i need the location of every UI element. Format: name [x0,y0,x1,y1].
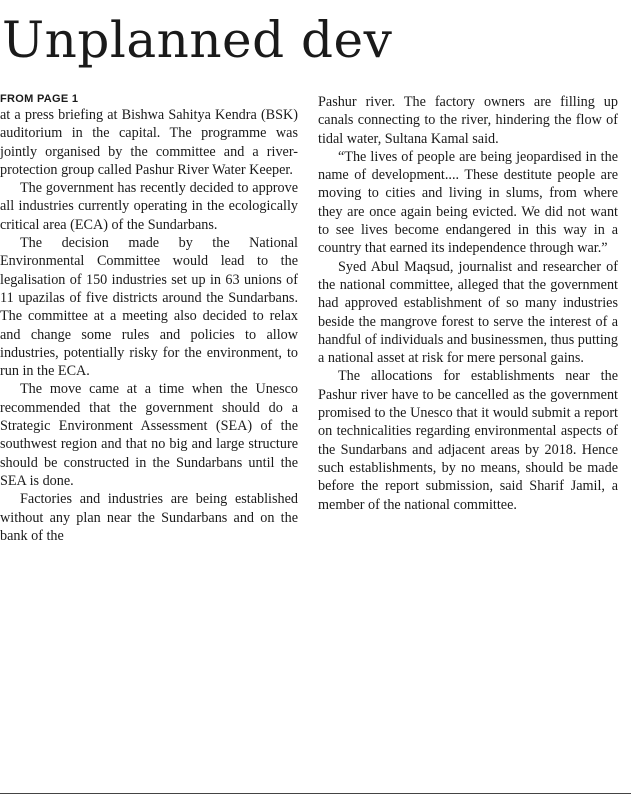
from-page-kicker: FROM PAGE 1 [0,93,79,105]
paragraph: at a press briefing at Bishwa Sahitya Kendra (BSK) auditorium in the capital. The programme was jointly organised by the committee and a river-protection group called Pashur River Water Keeper. [0,107,298,178]
paragraph: Pashur river. The factory owners are filling up canals connecting to the river, hindering the flow of tidal water, Sultana Kamal said. [318,94,618,147]
headline: Unplanned dev [2,11,393,69]
paragraph: Factories and industries are being established without any plan near the Sundarbans and on the bank of the [0,491,298,544]
column-gutter [308,92,309,772]
quote-paragraph: “The lives of people are being jeopardised in the name of development.... These destitute people are moving to cities and living in slums, from where they are once again being evicted. We did not want to see lives become endangered in this way in a country that earned its independence through war.” [318,148,618,257]
paragraph: The move came at a time when the Unesco recommended that the government should do a Strategic Environment Assessment (SEA) of the southwest region and that no big and large structure should be constructed in the Sundarbans until the SEA is done. [0,381,298,489]
left-column [0,92,298,545]
right-column [318,93,618,514]
bottom-rule [0,793,631,794]
paragraph: The decision made by the National Environmental Committee would lead to the legalisation of 150 industries set up in 63 unions of 11 upazilas of five districts around the Sundarbans. The committee at a meeting also decided to relax and change some rules and policies to allow industries, potentially risky for the environment, to run in the ECA. [0,235,298,380]
paragraph: The allocations for establishments near the Pashur river have to be cancelled as the government promised to the Unesco that it would submit a report on technicalities regarding environmental aspects of the Sundarbans and adjacent areas by 2018. Hence such establishments, by no means, should be made before the report submission, said Sharif Jamil, a member of the national committee. [318,368,618,513]
paragraph: The government has recently decided to approve all industries currently operating in the ecologically critical area (ECA) of the Sundarbans. [0,180,298,233]
paragraph: Syed Abul Maqsud, journalist and researcher of the national committee, alleged that the government had approved establishment of so many industries beside the mangrove forest to serve the interest of a handful of individuals and businessmen, thus putting a national asset at risk for mere personal gains. [318,258,618,367]
